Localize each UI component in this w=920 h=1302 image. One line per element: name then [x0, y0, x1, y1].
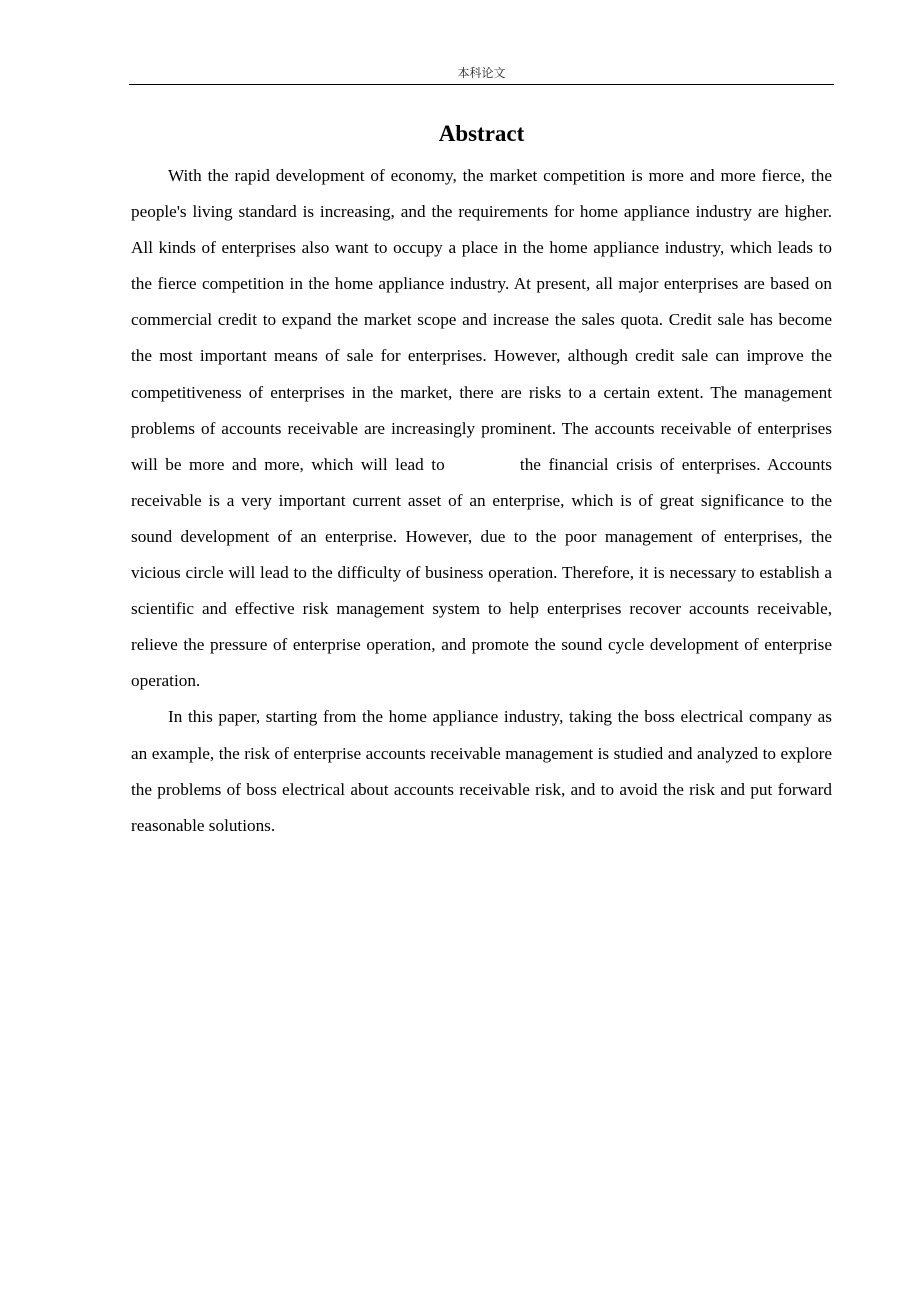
abstract-title: Abstract: [438, 121, 525, 146]
abstract-paragraph-1: With the rapid development of economy, the market competition is more and more fierce, the people's living standard is increasing, and the requirements for home appliance industry are higher. All kinds of enterprises also want to occupy a place in the home appliance industry, which leads to the fierce competition in the home appliance industry. At present, all major enterprises are based on commercial credit to expand the market scope and increase the sales quota. Credit sale has become the most important means of sale for enterprises. However, although credit sale can improve the competitiveness of enterprises in the market, there are risks to a certain extent. The management problems of accounts receivable are increasingly prominent. The accounts receivable of enterprises will be more and more, which will lead to the financial crisis of enterprises. Accounts receivable is a very important current asset of an enterprise, which is of great significance to the sound development of an enterprise. However, due to the poor management of enterprises, the vicious circle will lead to the difficulty of business operation. Therefore, it is necessary to establish a scientific and effective risk management system to help enterprises recover accounts receivable, relieve the pressure of enterprise operation, and promote the sound cycle development of enterprise operation.: [131, 166, 832, 691]
abstract-body: [131, 158, 832, 844]
running-header: 本科论文: [457, 66, 506, 80]
header-rule: [129, 84, 834, 85]
abstract-paragraph-2: In this paper, starting from the home appliance industry, taking the boss electrical company as an example, the risk of enterprise accounts receivable management is studied and analyzed to explore the problems of boss electrical about accounts receivable risk, and to avoid the risk and put forward reasonable solutions.: [131, 707, 832, 835]
